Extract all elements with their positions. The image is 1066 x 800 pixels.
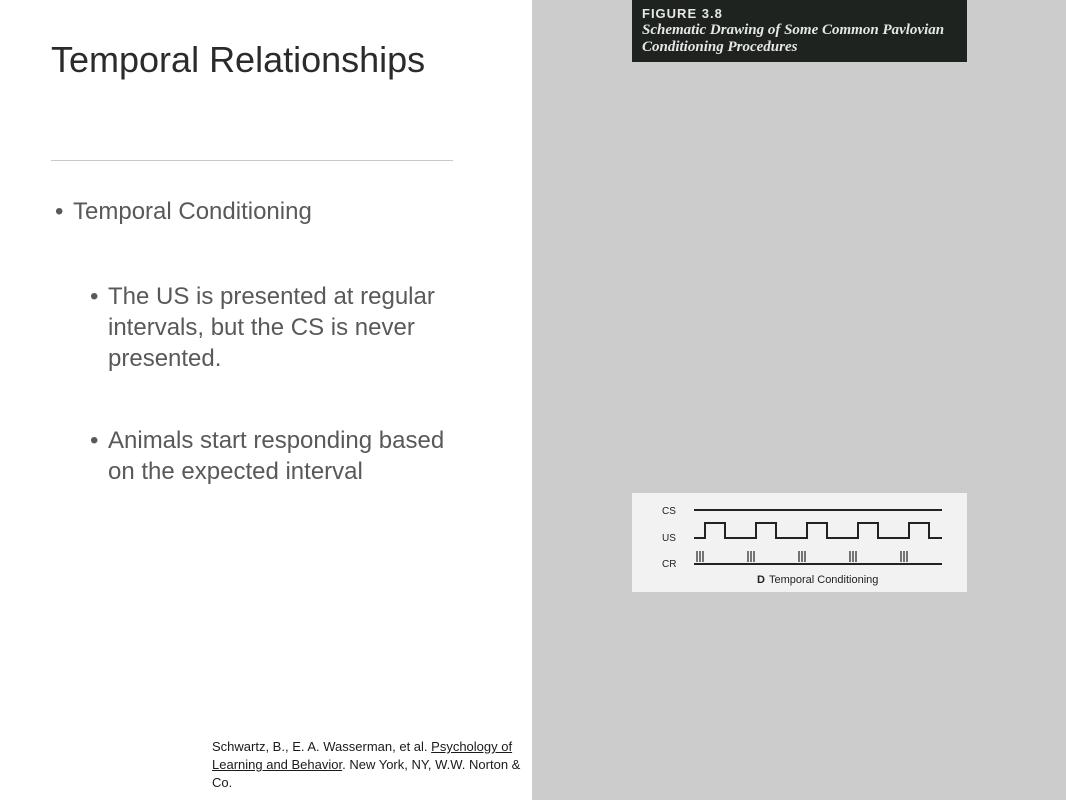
cs-channel-label: CS bbox=[662, 506, 676, 517]
right-panel bbox=[532, 0, 1066, 800]
bullet-dot: • bbox=[55, 198, 64, 225]
us-channel-label: US bbox=[662, 533, 676, 544]
bullet-dot: • bbox=[90, 427, 99, 454]
cr-channel-label: CR bbox=[662, 559, 677, 570]
citation-publisher: . New York, NY, W.W. Norton & Co. bbox=[212, 757, 521, 790]
panel-title-text: Temporal Conditioning bbox=[768, 574, 879, 586]
citation-authors: Schwartz, B., E. A. Wasserman, et al. bbox=[212, 739, 432, 754]
bullet-level1 bbox=[55, 196, 453, 227]
figure-caption: Schematic Drawing of Some Common Pavlovian Conditioning Procedures bbox=[642, 22, 945, 55]
cr-response-ticks bbox=[697, 551, 907, 562]
citation-book-title: Psychology of Learning and Behavior bbox=[212, 739, 513, 772]
bullet-dot: • bbox=[90, 283, 99, 310]
figure-number: FIGURE 3.8 bbox=[642, 6, 723, 21]
citation bbox=[212, 738, 530, 792]
bullet-text: The US is presented at regular intervals, but the CS is never presented. bbox=[108, 283, 435, 372]
bullet-level2 bbox=[90, 281, 448, 374]
bullet-text: Animals start responding based on the expected interval bbox=[108, 427, 445, 485]
timing-diagram bbox=[632, 493, 967, 592]
bullet-text: Temporal Conditioning bbox=[73, 198, 312, 225]
slide-title: Temporal Relationships bbox=[51, 39, 426, 80]
title-divider bbox=[51, 160, 453, 161]
figure-diagram bbox=[632, 493, 967, 592]
panel-title bbox=[757, 574, 878, 586]
bullet-level2 bbox=[90, 425, 448, 487]
panel-letter: D bbox=[757, 574, 765, 586]
us-trace bbox=[694, 523, 942, 538]
figure-header bbox=[632, 0, 967, 62]
